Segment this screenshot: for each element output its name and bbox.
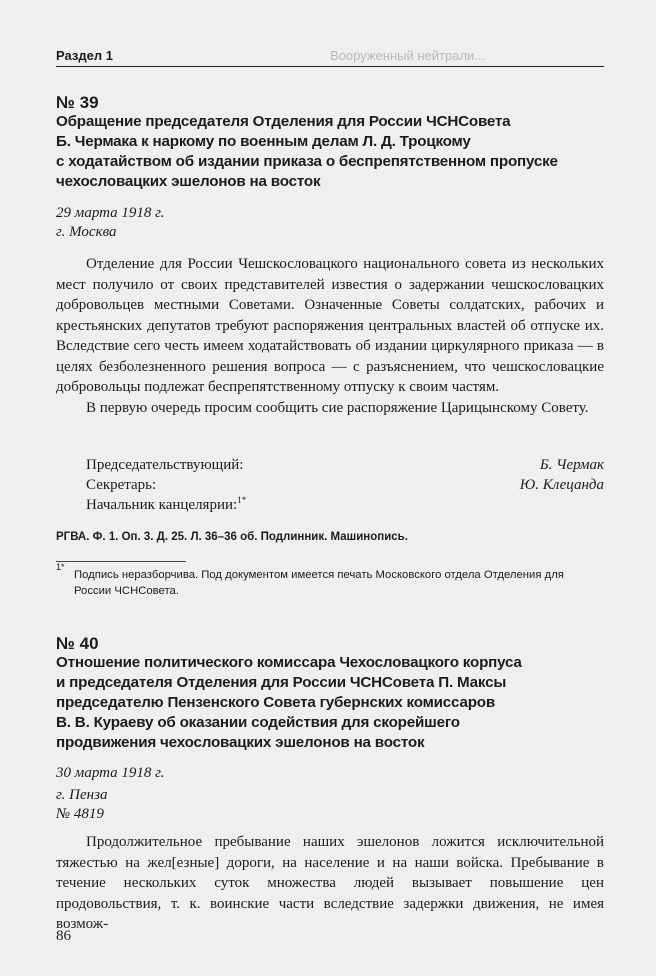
doc39-signatures xyxy=(86,455,604,515)
doc39-footnote: 1* Подпись неразборчива. Под документом имеется печать Московского отдела Отделения для России ЧСНСовета. xyxy=(56,567,604,599)
doc40-place: г. Пенза xyxy=(56,787,108,803)
doc39-paragraph: В первую очередь просим сообщить сие распоряжение Царицынскому Совету. xyxy=(86,399,589,416)
signature-row xyxy=(86,455,604,475)
doc39-date: 29 марта 1918 г. xyxy=(56,205,165,221)
doc39-title-line: Б. Чермака к наркому по военным делам Л. Д. Троцкому xyxy=(56,133,471,150)
doc40-title-line: Отношение политического комиссара Чехословацкого корпуса xyxy=(56,654,522,671)
doc39-source: РГВА. Ф. 1. Оп. 3. Д. 25. Л. 36–36 об. Подлинник. Машинопись. xyxy=(56,531,408,543)
doc40-title-line: председателю Пензенского Совета губернских комиссаров xyxy=(56,694,495,711)
page-number: 86 xyxy=(56,928,71,944)
signature-role xyxy=(86,495,246,515)
signature-role: Секретарь: xyxy=(86,477,157,493)
doc39-title-line: с ходатайством об издании приказа о беспрепятственном пропуске xyxy=(56,153,558,170)
doc39-place: г. Москва xyxy=(56,224,117,240)
signature-row xyxy=(86,495,604,515)
footnote-marker: 1* xyxy=(237,495,247,505)
doc39-title-line: чехословацких эшелонов на восток xyxy=(56,173,321,190)
doc40-date: 30 марта 1918 г. xyxy=(56,765,165,781)
doc40-title xyxy=(56,653,604,753)
footnote-rule xyxy=(56,561,186,562)
running-header xyxy=(56,42,604,67)
doc40-ref: № 4819 xyxy=(56,806,104,822)
footnote-text: Подпись неразборчива. Под документом имеется печать Московского отдела Отделения для России ЧСНСовета. xyxy=(74,569,564,597)
signature-role-text: Начальник канцелярии: xyxy=(86,497,238,513)
doc40-meta xyxy=(56,764,165,824)
doc40-title-line: и председателя Отделения для России ЧСНСовета П. Максы xyxy=(56,674,507,691)
signature-row xyxy=(86,475,604,495)
doc40-title-line: продвижения чехословацких эшелонов на восток xyxy=(56,734,425,751)
doc40-number: № 40 xyxy=(56,634,99,653)
doc39-number: № 39 xyxy=(56,93,99,112)
signature-name: Б. Чермак xyxy=(539,457,604,473)
doc40-paragraph: Продолжительное пребывание наших эшелонов ложится исключительной тяжестью на жел[езные] дороги, на население и на наши войска. Пребывание в течение нескольких суток множества людей вызывает повышение цен продовольствия, т. к. воинские части вследствие задержки движения, не имея возмож- xyxy=(56,834,604,932)
doc39-paragraph: Отделение для России Чешскословацкого национального совета из нескольких мест получило от своих представителей известия о задержании чешскословацких добровольцев местными Советами. Означенные Советы солдатских, рабочих и крестьянских депутатов требуют распоряжения центральных властей об отпуске их. Вследствие сего честь имеем ходатайствовать об издании циркулярного приказа — в целях безболезненного решения вопроса — с разъяснением, что чешскословацкие добровольцы подлежат беспрепятственному отпуску к своим частям. xyxy=(56,256,604,395)
doc39-meta xyxy=(56,204,165,242)
doc39-body xyxy=(56,254,604,418)
signature-name: Ю. Клецанда xyxy=(519,477,604,493)
doc39-title-line: Обращение председателя Отделения для России ЧСНСовета xyxy=(56,113,511,130)
doc40-body xyxy=(56,832,604,935)
doc39-title xyxy=(56,112,604,192)
doc40-title-line: В. В. Кураеву об оказании содействия для скорейшего xyxy=(56,714,460,731)
bleed-through-text: Вооруженный нейтрали... xyxy=(330,48,486,63)
section-label: Раздел 1 xyxy=(56,48,113,63)
signature-role: Председательствующий: xyxy=(86,457,244,473)
